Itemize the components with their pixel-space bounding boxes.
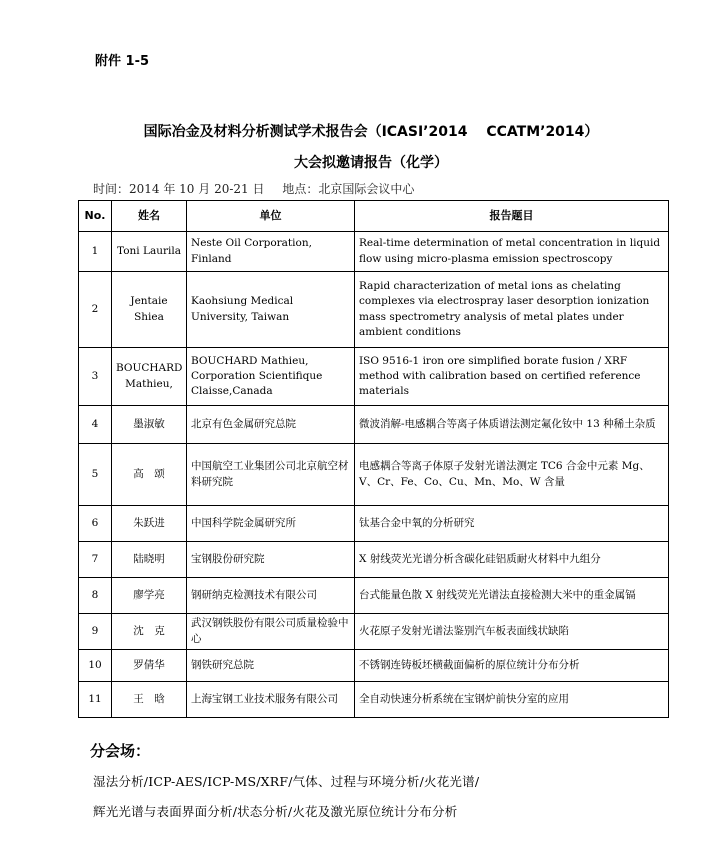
row-no: 8 xyxy=(79,578,112,614)
table-row xyxy=(79,542,669,578)
row-name: Jentaie Shiea xyxy=(112,272,187,348)
header-unit: 单位 xyxy=(187,201,355,232)
table-header-row xyxy=(79,201,669,232)
branch-venue-heading: 分会场： xyxy=(90,742,151,760)
table-row xyxy=(79,272,669,348)
row-no: 1 xyxy=(79,232,112,272)
row-name: 陆晓明 xyxy=(112,542,187,578)
row-unit: 宝钢股份研究院 xyxy=(187,542,355,578)
row-no: 10 xyxy=(79,650,112,682)
row-topic: 微波消解-电感耦合等离子体质谱法测定氟化钕中 13 种稀土杂质 xyxy=(355,406,669,444)
table-row xyxy=(79,682,669,718)
row-topic: 火花原子发射光谱法鉴别汽车板表面线状缺陷 xyxy=(355,614,669,650)
row-no: 7 xyxy=(79,542,112,578)
row-unit: 钢铁研究总院 xyxy=(187,650,355,682)
page-title: 国际冶金及材料分析测试学术报告会（ICASI’2014 CCATM’2014） xyxy=(143,124,599,140)
row-name: Toni Laurila xyxy=(112,232,187,272)
meeting-info xyxy=(93,180,428,197)
row-topic: 钛基合金中氧的分析研究 xyxy=(355,506,669,542)
header-topic: 报告题目 xyxy=(355,201,669,232)
row-name: 沈 克 xyxy=(112,614,187,650)
header-name: 姓名 xyxy=(112,201,187,232)
branch-venue-line-2: 辉光光谱与表面界面分析/状态分析/火花及激光原位统计分布分析 xyxy=(93,804,458,819)
row-unit: BOUCHARD Mathieu, Corporation Scientifique Claisse,Canada xyxy=(187,348,355,406)
table-row xyxy=(79,506,669,542)
row-no: 6 xyxy=(79,506,112,542)
row-no: 2 xyxy=(79,272,112,348)
row-no: 4 xyxy=(79,406,112,444)
table-row xyxy=(79,232,669,272)
table-row xyxy=(79,650,669,682)
row-name: 罗倩华 xyxy=(112,650,187,682)
table-row xyxy=(79,578,669,614)
row-unit: Neste Oil Corporation, Finland xyxy=(187,232,355,272)
row-unit: 上海宝钢工业技术服务有限公司 xyxy=(187,682,355,718)
row-name: 高 颂 xyxy=(112,444,187,506)
row-no: 5 xyxy=(79,444,112,506)
row-unit: 中国科学院金属研究所 xyxy=(187,506,355,542)
row-topic: ISO 9516-1 iron ore simplified borate fusion / XRF method with calibration based on certified reference materials xyxy=(355,348,669,406)
meeting-time: 时间：2014 年 10 月 20-21 日 xyxy=(93,182,265,196)
attachment-label: 附件 1-5 xyxy=(95,54,150,69)
page-subtitle: 大会拟邀请报告（化学） xyxy=(294,155,448,171)
row-no: 3 xyxy=(79,348,112,406)
row-no: 11 xyxy=(79,682,112,718)
row-unit: 中国航空工业集团公司北京航空材料研究院 xyxy=(187,444,355,506)
branch-venue-line-1: 湿法分析/ICP-AES/ICP-MS/XRF/气体、过程与环境分析/火花光谱/ xyxy=(93,774,480,789)
row-topic: X 射线荧光光谱分析含碳化硅铝质耐火材料中九组分 xyxy=(355,542,669,578)
row-unit: Kaohsiung Medical University, Taiwan xyxy=(187,272,355,348)
row-topic: 电感耦合等离子体原子发射光谱法测定 TC6 合金中元素 Mg、V、Cr、Fe、Co、Cu、Mn、Mo、W 含量 xyxy=(355,444,669,506)
row-name: 墨淑敏 xyxy=(112,406,187,444)
table-row xyxy=(79,614,669,650)
row-unit: 钢研纳克检测技术有限公司 xyxy=(187,578,355,614)
row-unit: 北京有色金属研究总院 xyxy=(187,406,355,444)
row-topic: Rapid characterization of metal ions as chelating complexes via electrospray laser desorption ionization mass spectrometry analysis of metal plates under ambient conditions xyxy=(355,272,669,348)
meeting-place: 地点：北京国际会议中心 xyxy=(282,182,415,196)
table-row xyxy=(79,444,669,506)
row-name: 廖学亮 xyxy=(112,578,187,614)
table-row xyxy=(79,348,669,406)
row-name: 王 晗 xyxy=(112,682,187,718)
header-no: No. xyxy=(79,201,112,232)
row-unit: 武汉钢铁股份有限公司质量检验中心 xyxy=(187,614,355,650)
row-name: BOUCHARD Mathieu, xyxy=(112,348,187,406)
row-no: 9 xyxy=(79,614,112,650)
table-row xyxy=(79,406,669,444)
row-topic: Real-time determination of metal concentration in liquid flow using micro-plasma emission spectroscopy xyxy=(355,232,669,272)
row-topic: 台式能量色散 X 射线荧光光谱法直接检测大米中的重金属镉 xyxy=(355,578,669,614)
row-topic: 全自动快速分析系统在宝钢炉前快分室的应用 xyxy=(355,682,669,718)
row-name: 朱跃进 xyxy=(112,506,187,542)
row-topic: 不锈钢连铸板坯横截面偏析的原位统计分布分析 xyxy=(355,650,669,682)
invited-reports-table xyxy=(78,200,669,718)
